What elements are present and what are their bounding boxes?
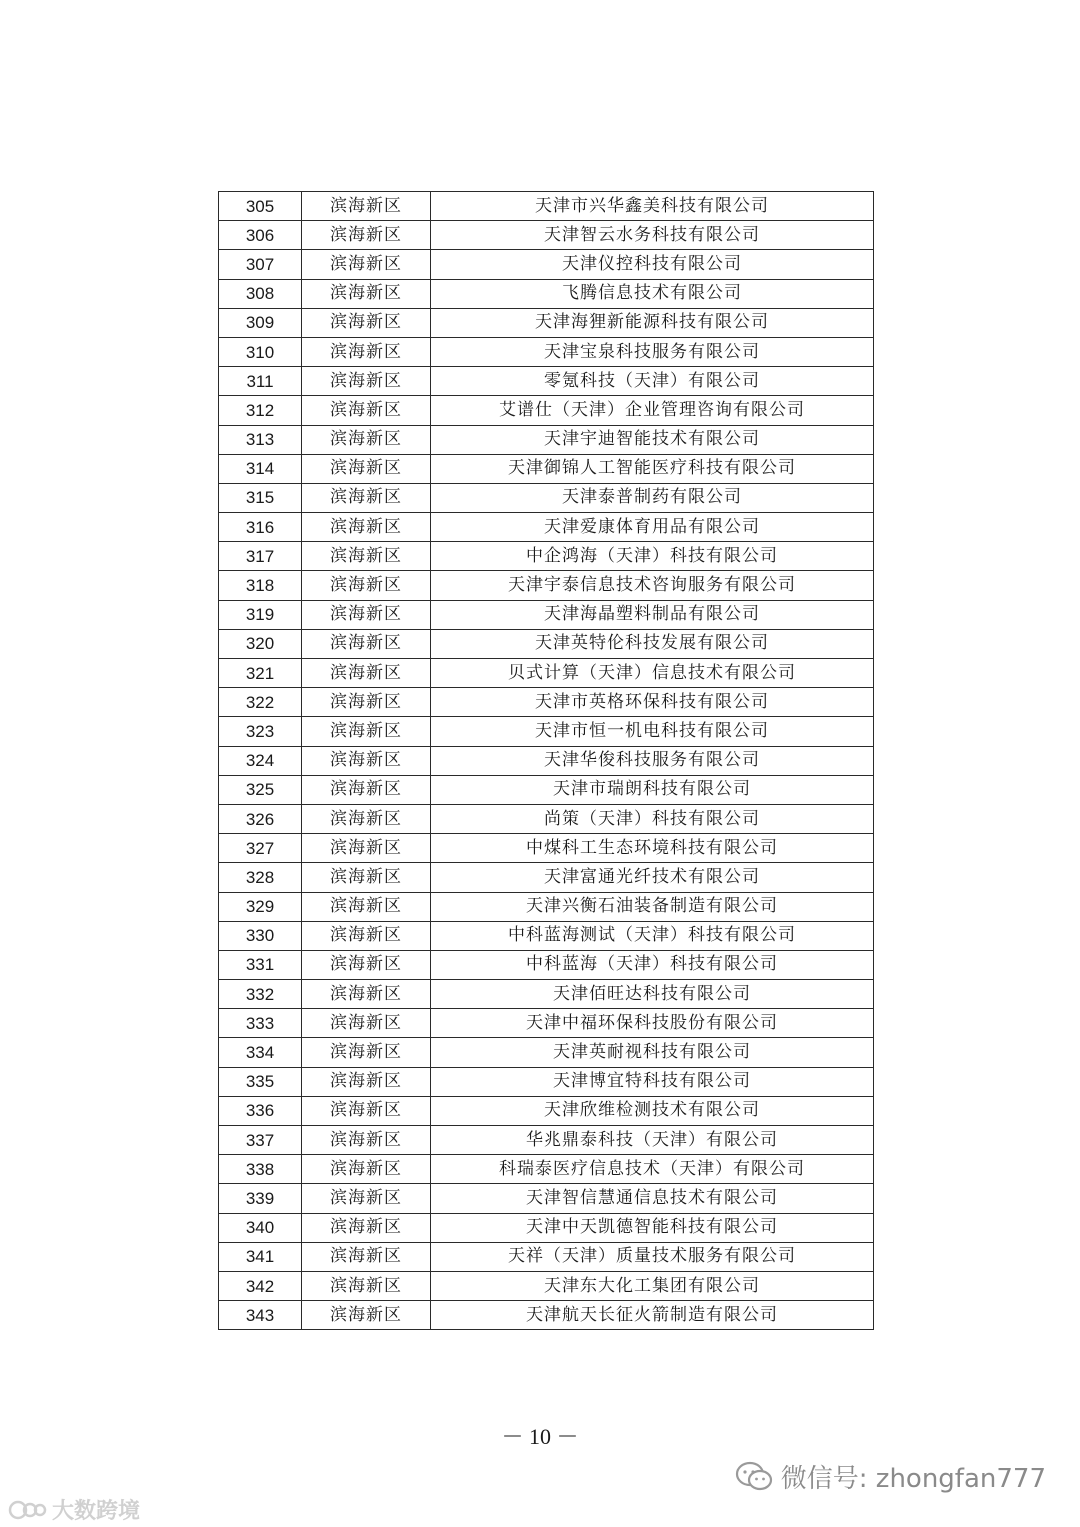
company-name-cell: 中煤科工生态环境科技有限公司 (431, 834, 874, 863)
company-name-cell: 天津中天凯德智能科技有限公司 (431, 1213, 874, 1242)
company-name-cell: 天津市瑞朗科技有限公司 (431, 775, 874, 804)
company-name-cell: 天津爱康体育用品有限公司 (431, 513, 874, 542)
district-cell: 滨海新区 (302, 1096, 431, 1125)
table-row (219, 221, 874, 250)
company-name-cell: 天津中福环保科技股份有限公司 (431, 1009, 874, 1038)
district-cell: 滨海新区 (302, 542, 431, 571)
district-cell: 滨海新区 (302, 1038, 431, 1067)
district-cell: 滨海新区 (302, 308, 431, 337)
district-cell: 滨海新区 (302, 950, 431, 979)
row-number-cell: 341 (219, 1242, 302, 1271)
district-cell: 滨海新区 (302, 834, 431, 863)
table-row (219, 192, 874, 221)
table-row (219, 1184, 874, 1213)
district-cell: 滨海新区 (302, 454, 431, 483)
row-number-cell: 333 (219, 1009, 302, 1038)
brand-logo-icon (8, 1497, 48, 1523)
company-name-cell: 天津市英格环保科技有限公司 (431, 688, 874, 717)
district-cell: 滨海新区 (302, 1126, 431, 1155)
row-number-cell: 330 (219, 921, 302, 950)
company-name-cell: 天津东大化工集团有限公司 (431, 1271, 874, 1300)
table-row (219, 688, 874, 717)
district-cell: 滨海新区 (302, 221, 431, 250)
company-name-cell: 中科蓝海测试（天津）科技有限公司 (431, 921, 874, 950)
row-number-cell: 332 (219, 980, 302, 1009)
company-name-cell: 科瑞泰医疗信息技术（天津）有限公司 (431, 1155, 874, 1184)
company-name-cell: 天津博宜特科技有限公司 (431, 1067, 874, 1096)
table-row (219, 1242, 874, 1271)
company-name-cell: 尚策（天津）科技有限公司 (431, 804, 874, 833)
row-number-cell: 335 (219, 1067, 302, 1096)
row-number-cell: 308 (219, 279, 302, 308)
company-name-cell: 天津英特伦科技发展有限公司 (431, 629, 874, 658)
district-cell: 滨海新区 (302, 980, 431, 1009)
table-row (219, 980, 874, 1009)
company-name-cell: 天津市兴华鑫美科技有限公司 (431, 192, 874, 221)
company-name-cell: 天津御锦人工智能医疗科技有限公司 (431, 454, 874, 483)
row-number-cell: 331 (219, 950, 302, 979)
page-number: － 10 － (501, 1424, 579, 1449)
row-number-cell: 315 (219, 483, 302, 512)
row-number-cell: 323 (219, 717, 302, 746)
company-name-cell: 天津佰旺达科技有限公司 (431, 980, 874, 1009)
district-cell: 滨海新区 (302, 688, 431, 717)
table-row (219, 1096, 874, 1125)
district-cell: 滨海新区 (302, 1242, 431, 1271)
district-cell: 滨海新区 (302, 192, 431, 221)
company-name-cell: 天津英耐视科技有限公司 (431, 1038, 874, 1067)
table-row (219, 863, 874, 892)
row-number-cell: 321 (219, 659, 302, 688)
district-cell: 滨海新区 (302, 425, 431, 454)
company-name-cell: 天津宇泰信息技术咨询服务有限公司 (431, 571, 874, 600)
table-row (219, 396, 874, 425)
district-cell: 滨海新区 (302, 279, 431, 308)
company-name-cell: 艾谱仕（天津）企业管理咨询有限公司 (431, 396, 874, 425)
company-name-cell: 天津海晶塑料制品有限公司 (431, 600, 874, 629)
table-row (219, 717, 874, 746)
district-cell: 滨海新区 (302, 396, 431, 425)
row-number-cell: 338 (219, 1155, 302, 1184)
company-name-cell: 天津宇迪智能技术有限公司 (431, 425, 874, 454)
district-cell: 滨海新区 (302, 600, 431, 629)
company-name-cell: 天津华俊科技服务有限公司 (431, 746, 874, 775)
table-row (219, 775, 874, 804)
table-row (219, 659, 874, 688)
table-row (219, 746, 874, 775)
row-number-cell: 328 (219, 863, 302, 892)
table-row (219, 308, 874, 337)
row-number-cell: 324 (219, 746, 302, 775)
district-cell: 滨海新区 (302, 775, 431, 804)
table-row (219, 425, 874, 454)
table-row (219, 834, 874, 863)
row-number-cell: 325 (219, 775, 302, 804)
district-cell: 滨海新区 (302, 1271, 431, 1300)
district-cell: 滨海新区 (302, 804, 431, 833)
table-row (219, 1009, 874, 1038)
row-number-cell: 312 (219, 396, 302, 425)
district-cell: 滨海新区 (302, 659, 431, 688)
table-row (219, 1126, 874, 1155)
table-row (219, 1301, 874, 1330)
row-number-cell: 327 (219, 834, 302, 863)
company-name-cell: 天津宝泉科技服务有限公司 (431, 337, 874, 366)
row-number-cell: 334 (219, 1038, 302, 1067)
table-row (219, 600, 874, 629)
company-name-cell: 天津仪控科技有限公司 (431, 250, 874, 279)
district-cell: 滨海新区 (302, 629, 431, 658)
company-name-cell: 天津智云水务科技有限公司 (431, 221, 874, 250)
district-cell: 滨海新区 (302, 1009, 431, 1038)
company-name-cell: 天津欣维检测技术有限公司 (431, 1096, 874, 1125)
company-list-table (218, 191, 874, 1330)
row-number-cell: 306 (219, 221, 302, 250)
company-name-cell: 天津市恒一机电科技有限公司 (431, 717, 874, 746)
row-number-cell: 329 (219, 892, 302, 921)
row-number-cell: 319 (219, 600, 302, 629)
table-row (219, 542, 874, 571)
row-number-cell: 316 (219, 513, 302, 542)
row-number-cell: 305 (219, 192, 302, 221)
district-cell: 滨海新区 (302, 892, 431, 921)
company-name-cell: 天津富通光纤技术有限公司 (431, 863, 874, 892)
company-name-cell: 天津兴衡石油装备制造有限公司 (431, 892, 874, 921)
table-row (219, 1213, 874, 1242)
wechat-icon (735, 1461, 773, 1493)
company-name-cell: 贝式计算（天津）信息技术有限公司 (431, 659, 874, 688)
company-name-cell: 天津海狸新能源科技有限公司 (431, 308, 874, 337)
table-row (219, 892, 874, 921)
table-row (219, 629, 874, 658)
district-cell: 滨海新区 (302, 513, 431, 542)
table-row (219, 1038, 874, 1067)
row-number-cell: 313 (219, 425, 302, 454)
table-row (219, 921, 874, 950)
table-row (219, 337, 874, 366)
district-cell: 滨海新区 (302, 1301, 431, 1330)
brand-watermark (8, 1494, 140, 1525)
table-row (219, 1155, 874, 1184)
district-cell: 滨海新区 (302, 571, 431, 600)
wechat-id-text: 微信号: zhongfan777 (780, 1464, 1046, 1494)
row-number-cell: 322 (219, 688, 302, 717)
district-cell: 滨海新区 (302, 1155, 431, 1184)
company-name-cell: 中企鸿海（天津）科技有限公司 (431, 542, 874, 571)
row-number-cell: 311 (219, 367, 302, 396)
row-number-cell: 314 (219, 454, 302, 483)
row-number-cell: 318 (219, 571, 302, 600)
row-number-cell: 326 (219, 804, 302, 833)
table-row (219, 1067, 874, 1096)
row-number-cell: 309 (219, 308, 302, 337)
district-cell: 滨海新区 (302, 1184, 431, 1213)
district-cell: 滨海新区 (302, 1067, 431, 1096)
district-cell: 滨海新区 (302, 337, 431, 366)
wechat-watermark (735, 1458, 1046, 1495)
table-row (219, 1271, 874, 1300)
table-row (219, 454, 874, 483)
company-name-cell: 飞腾信息技术有限公司 (431, 279, 874, 308)
company-name-cell: 天祥（天津）质量技术服务有限公司 (431, 1242, 874, 1271)
district-cell: 滨海新区 (302, 717, 431, 746)
table-body (219, 192, 874, 1330)
table-row (219, 571, 874, 600)
row-number-cell: 317 (219, 542, 302, 571)
table-row (219, 250, 874, 279)
table-row (219, 950, 874, 979)
company-name-cell: 华兆鼎泰科技（天津）有限公司 (431, 1126, 874, 1155)
brand-text: 大数跨境 (52, 1499, 141, 1524)
district-cell: 滨海新区 (302, 746, 431, 775)
company-name-cell: 中科蓝海（天津）科技有限公司 (431, 950, 874, 979)
district-cell: 滨海新区 (302, 250, 431, 279)
table-row (219, 513, 874, 542)
district-cell: 滨海新区 (302, 863, 431, 892)
district-cell: 滨海新区 (302, 921, 431, 950)
row-number-cell: 343 (219, 1301, 302, 1330)
row-number-cell: 310 (219, 337, 302, 366)
company-name-cell: 天津航天长征火箭制造有限公司 (431, 1301, 874, 1330)
district-cell: 滨海新区 (302, 367, 431, 396)
row-number-cell: 340 (219, 1213, 302, 1242)
row-number-cell: 339 (219, 1184, 302, 1213)
row-number-cell: 307 (219, 250, 302, 279)
company-name-cell: 天津泰普制药有限公司 (431, 483, 874, 512)
row-number-cell: 342 (219, 1271, 302, 1300)
district-cell: 滨海新区 (302, 483, 431, 512)
table-row (219, 483, 874, 512)
row-number-cell: 336 (219, 1096, 302, 1125)
table-row (219, 367, 874, 396)
company-name-cell: 零氪科技（天津）有限公司 (431, 367, 874, 396)
table-row (219, 279, 874, 308)
district-cell: 滨海新区 (302, 1213, 431, 1242)
company-name-cell: 天津智信慧通信息技术有限公司 (431, 1184, 874, 1213)
row-number-cell: 320 (219, 629, 302, 658)
table-row (219, 804, 874, 833)
row-number-cell: 337 (219, 1126, 302, 1155)
